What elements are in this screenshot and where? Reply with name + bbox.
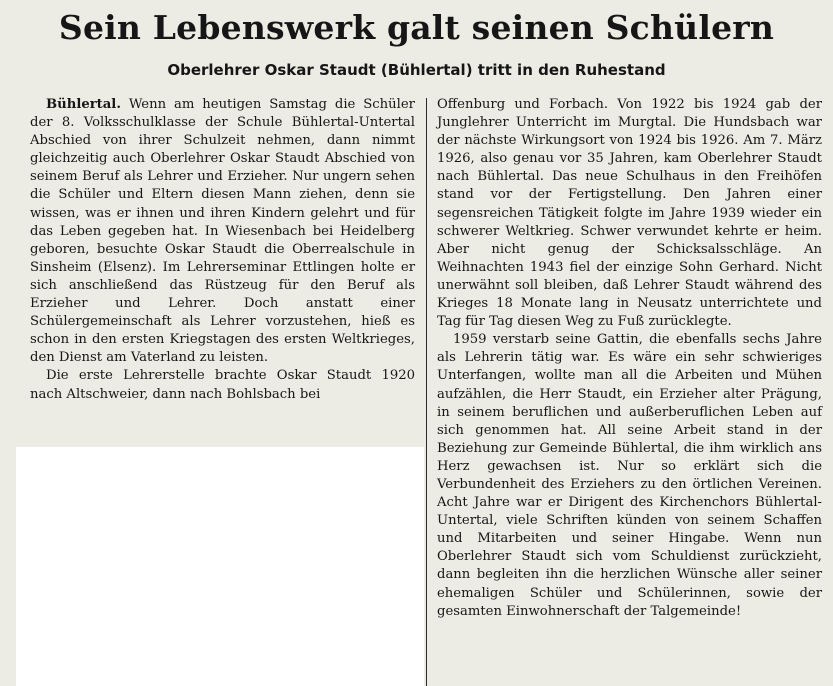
column-divider bbox=[426, 98, 427, 686]
left-paragraph-2: Die erste Lehrerstelle brachte Oskar Staudt 1920 nach Altschweier, dann nach Bohlsbach bei bbox=[30, 368, 415, 402]
left-paragraph-1 bbox=[30, 96, 415, 367]
headline: Sein Lebenswerk galt seinen Schülern bbox=[58, 8, 775, 47]
subheadline: Oberlehrer Oskar Staudt (Bühlertal) tritt in den Ruhestand bbox=[167, 61, 666, 79]
dateline: Bühlertal. bbox=[46, 97, 121, 112]
left-column bbox=[30, 96, 415, 404]
right-paragraph-1: Offenburg und Forbach. Von 1922 bis 1924 gab der Junglehrer Unterricht im Murgtal. Die Hundsbach war der nächste Wirkungsort von 1924 bis 1926. Am 7. März 1926, also genau vor 35 Jahren, kam Oberlehrer Staudt nach Bühlertal. Das neue Schulhaus in den Freihöfen stand vor der Fertigstellung. Den Jahren einer segensreichen Tätigkeit folgte im Jahre 1939 wieder ein schwerer Weltkrieg. Schwer verwundet kehrte er heim. Aber nicht genug der Schicksalsschläge. An Weihnachten 1943 fiel der einzige Sohn Gerhard. Nicht unerwähnt soll bleiben, daß Lehrer Staudt während des Krieges 18 Monate lang in Neusatz unterrichtete und Tag für Tag diesen Weg zu Fuß zurücklegte. bbox=[437, 97, 822, 330]
right-paragraph-2: 1959 verstarb seine Gattin, die ebenfalls sechs Jahre als Lehrerin tätig war. Es wäre ein sehr schwieriges Unterfangen, wollte man all die Arbeiten und Mühen aufzählen, die Herr Staudt, ein Erzieher alter Prägung, in seinem beruflichen und außerberuflichen Leben auf sich genommen hat. All seine Arbeit stand in der Beziehung zur Gemeinde Bühlertal, die ihm wirklich ans Herz gewachsen ist. Nur so erklärt sich die Verbundenheit des Erziehers zu den örtlichen Vereinen. Acht Jahre war er Dirigent des Kirchenchors Bühlertal-Untertal, viele Schriften künden von seinem Schaffen und Mitarbeiten und seiner Hingabe. Wenn nun Oberlehrer Staudt sich vom Schuldienst zurückzieht, dann begleiten ihn die herzlichen Wünsche aller seiner ehemaligen Schüler und Schülerinnen, sowie der gesamten Einwohnerschaft der Talgemeinde! bbox=[437, 332, 822, 619]
left-paragraph-1-text: Wenn am heutigen Samstag die Schüler der 8. Volksschulklasse der Schule Bühlertal-Untertal Abschied von ihrer Schulzeit nehmen, dann nimmt gleichzeitig auch Oberlehrer Oskar Staudt Abschied von seinem Beruf als Lehrer und Erzieher. Nur ungern sehen die Schüler und Eltern diesen Mann ziehen, denn sie wissen, was er ihnen und ihren Kindern gelehrt und für das Leben gegeben hat. In Wiesenbach bei Heidelberg geboren, besuchte Oskar Staudt die Oberrealschule in Sinsheim (Elsenz). Im Lehrerseminar Ettlingen holte er sich anschließend das Rüstzeug für den Beruf als Erzieher und Lehrer. Doch anstatt einer Schülergemeinschaft als Lehrer vorzustehen, hieß es schon in den ersten Kriegstagen des ersten Weltkrieges, den Dienst am Vaterland zu leisten. bbox=[30, 97, 415, 366]
right-column bbox=[437, 96, 822, 621]
blank-area bbox=[16, 447, 424, 686]
